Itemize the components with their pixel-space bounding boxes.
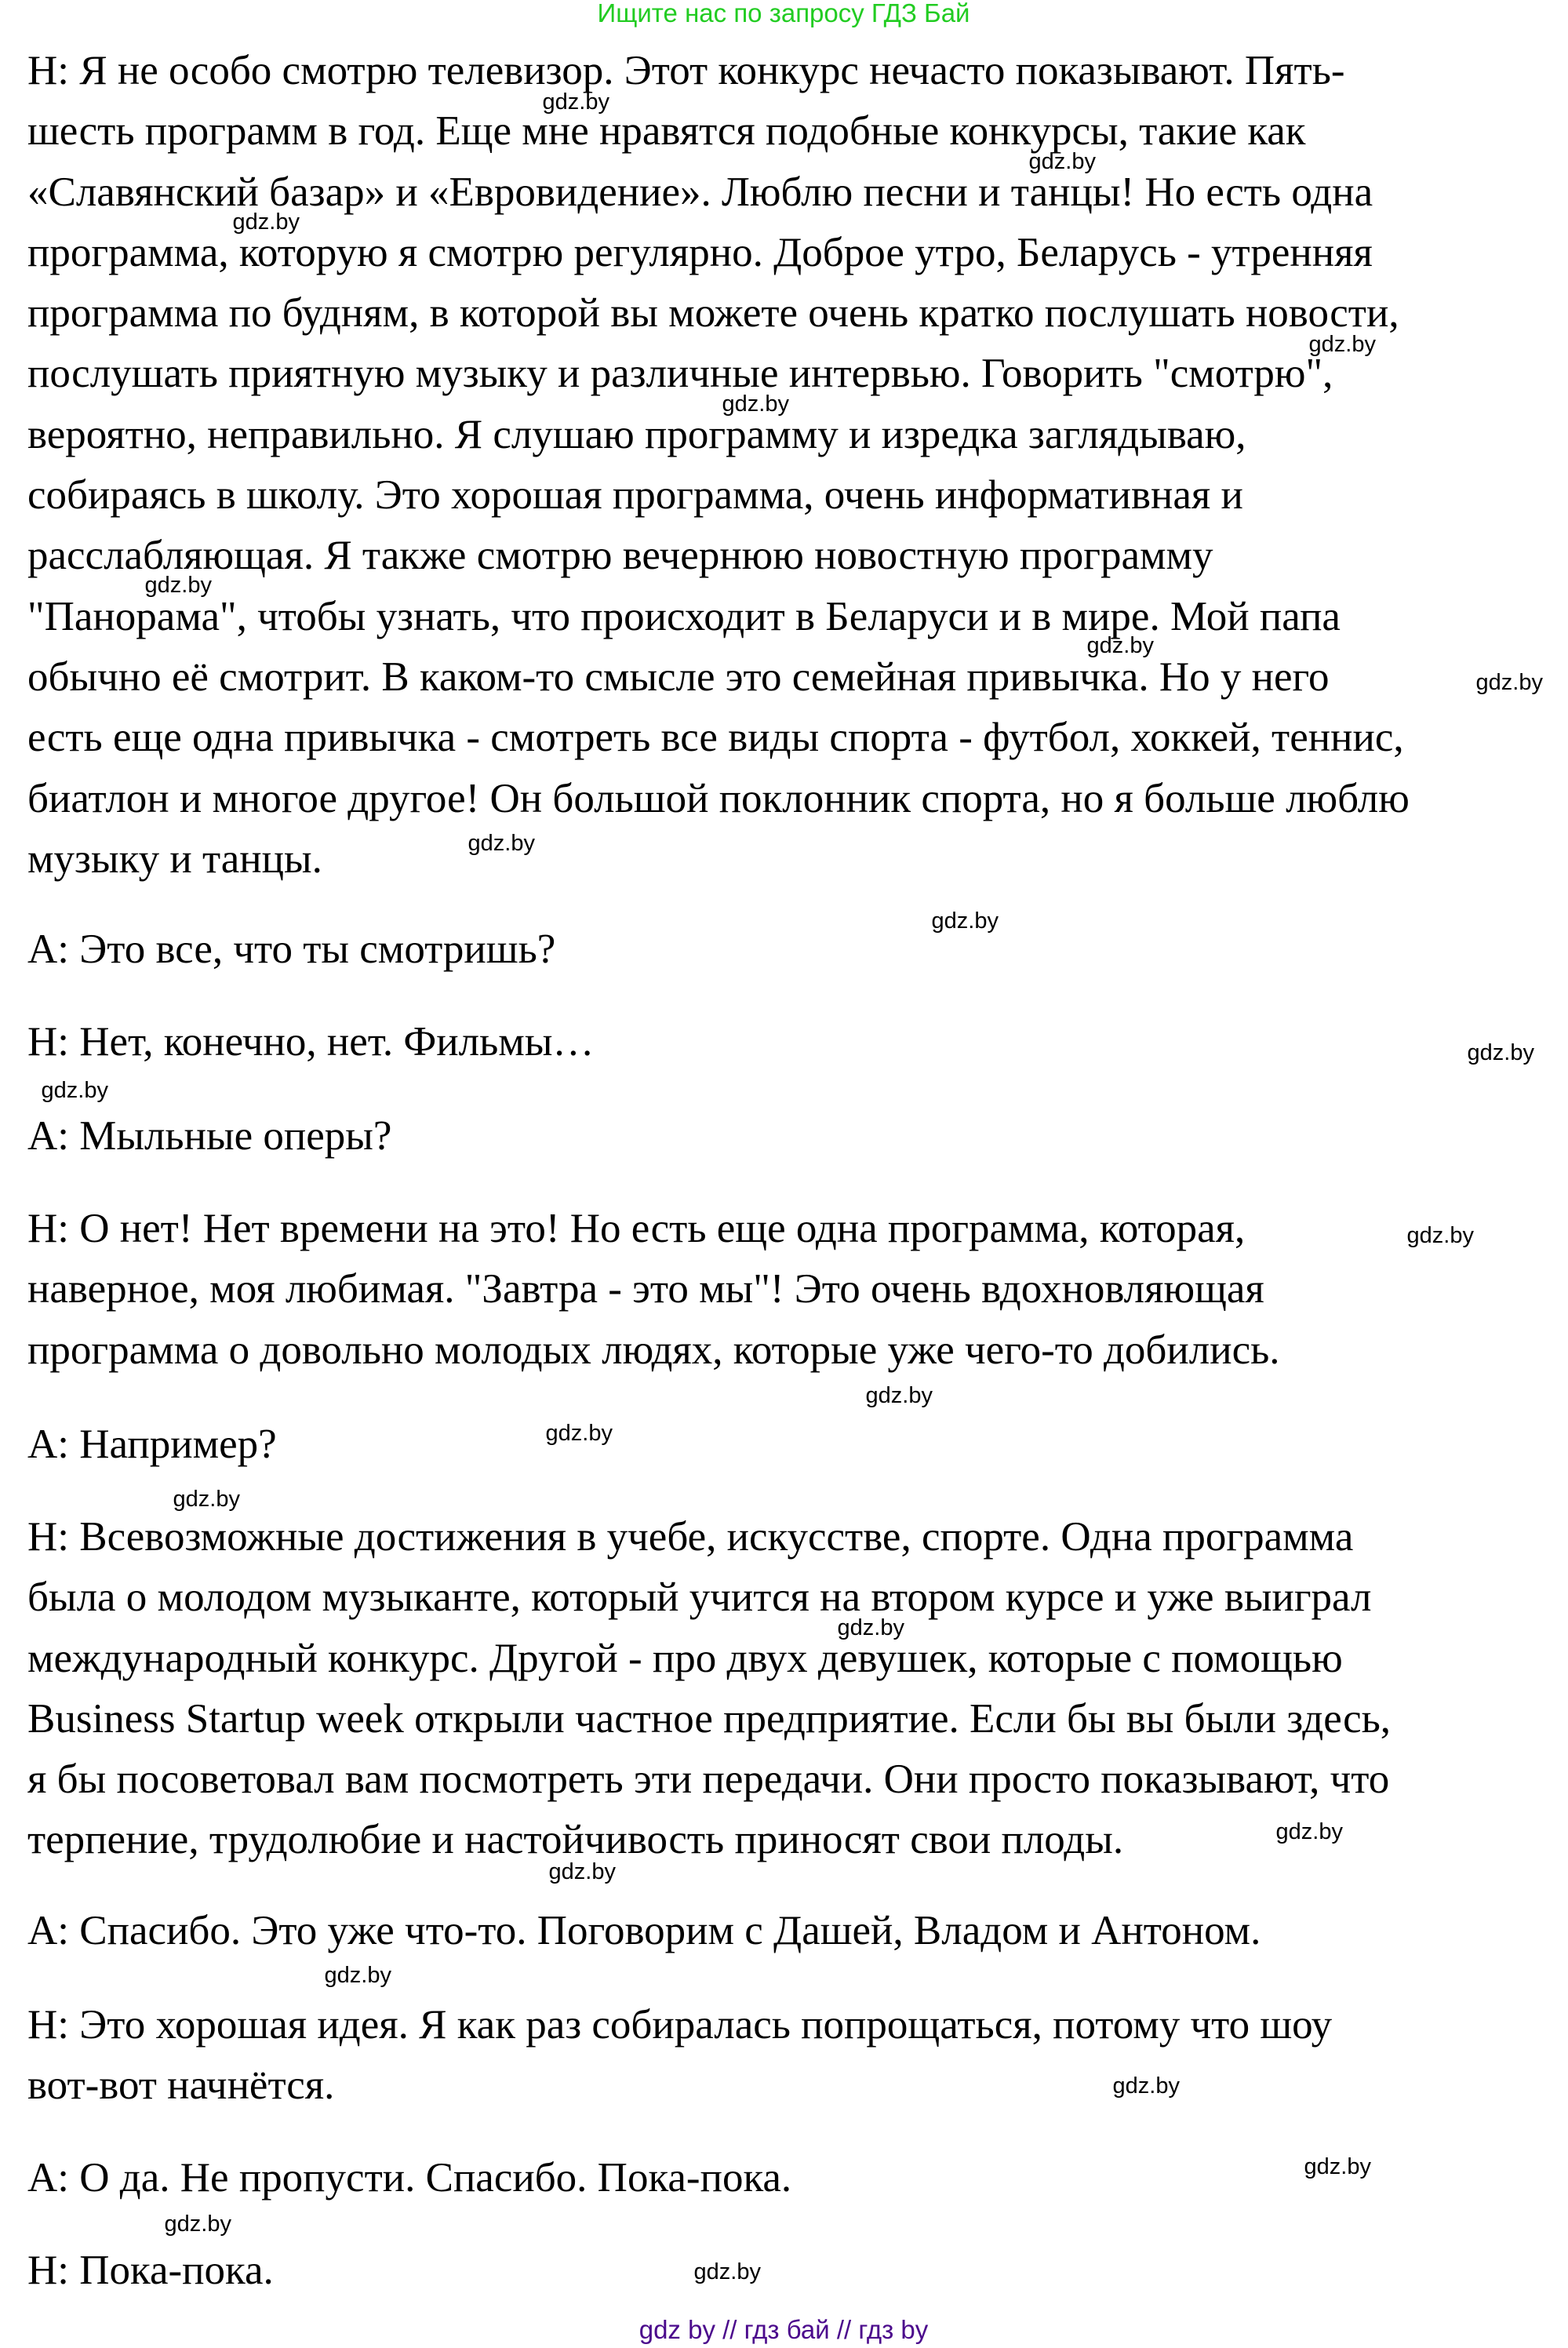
watermark-text: gdz.by	[1475, 670, 1543, 695]
dialogue-paragraph	[27, 1901, 1261, 1961]
text-line: послушать приятную музыку и различные интервью. Говорить "смотрю",	[27, 351, 1333, 397]
text-line: я бы посоветовал вам посмотреть эти передачи. Они просто показывают, что	[27, 1756, 1390, 1803]
watermark-text: gdz.by	[144, 573, 212, 598]
watermark-text: gdz.by	[1304, 2154, 1371, 2179]
dialogue-paragraph	[27, 1012, 594, 1072]
dialogue-paragraph	[27, 1414, 277, 1475]
text-line: "Панорама", чтобы узнать, что происходит в Беларуси и в мире. Мой папа	[27, 593, 1341, 639]
text-line: международный конкурс. Другой - про двух девушек, которые с помощью	[27, 1635, 1343, 1681]
watermark-text: gdz.by	[1406, 1223, 1474, 1248]
watermark-text: gdz.by	[837, 1615, 904, 1640]
text-line: обычно её смотрит. В каком-то смысле это семейная привычка. Но у него	[27, 653, 1330, 700]
watermark-text: gdz.by	[542, 89, 609, 115]
watermark-text: gdz.by	[865, 1383, 933, 1408]
watermark-text: gdz.by	[1467, 1040, 1534, 1065]
watermark-text: gdz.by	[41, 1078, 108, 1103]
text-line: собираясь в школу. Это хорошая программа, очень информативная и	[27, 472, 1243, 519]
text-line: программа, которую я смотрю регулярно. Доброе утро, Беларусь - утренняя	[27, 229, 1373, 275]
watermark-text: gdz.by	[548, 1859, 616, 1884]
dialogue-paragraph	[27, 1507, 1391, 1871]
search-hint-header: Ищите нас по запросу ГДЗ Бай	[597, 0, 970, 27]
text-line: Н: Это хорошая идея. Я как раз собиралась попрощаться, потому что шоу	[27, 2002, 1333, 2048]
text-line: вероятно, неправильно. Я слушаю программу и изредка заглядываю,	[27, 411, 1246, 457]
text-line: А: О да. Не пропусти. Спасибо. Пока-пока.	[27, 2155, 792, 2201]
text-line: наверное, моя любимая. "Завтра - это мы"! Это очень вдохновляющая	[27, 1266, 1264, 1312]
watermark-text: gdz.by	[1086, 633, 1154, 658]
dialogue-paragraph	[27, 919, 555, 980]
watermark-text: gdz.by	[173, 1487, 240, 1512]
watermark-text: gdz.by	[467, 831, 535, 856]
text-line: программа о довольно молодых людях, которые уже чего-то добились.	[27, 1327, 1280, 1373]
watermark-text: gdz.by	[545, 1421, 613, 1446]
dialogue-paragraph	[27, 2148, 791, 2208]
text-line: вот-вот начнётся.	[27, 2062, 335, 2109]
text-line: Business Startup week открыли частное предприятие. Если бы вы были здесь,	[27, 1695, 1392, 1742]
dialogue-paragraph	[27, 1199, 1280, 1381]
text-line: Н: Я не особо смотрю телевизор. Этот конкурс нечасто показывают. Пять-	[27, 48, 1345, 93]
text-line: А: Мыльные оперы?	[27, 1113, 392, 1159]
text-line: биатлон и многое другое! Он большой поклонник спорта, но я больше люблю	[27, 775, 1410, 821]
text-line: программа по будням, в которой вы можете очень кратко послушать новости,	[27, 290, 1399, 337]
text-line: «Славянский базар» и «Евровидение». Люблю песни и танцы! Но есть одна	[27, 169, 1373, 215]
watermark-text: gdz.by	[931, 908, 999, 934]
text-line: шесть программ в год. Еще мне нравятся подобные конкурсы, такие как	[27, 108, 1306, 155]
watermark-text: gdz.by	[324, 1963, 391, 1988]
text-line: А: Например?	[27, 1422, 277, 1467]
text-line: была о молодом музыканте, который учится на втором курсе и уже выиграл	[27, 1574, 1372, 1621]
dialogue-paragraph	[27, 41, 1410, 890]
text-line: Н: Нет, конечно, нет. Фильмы…	[27, 1019, 595, 1065]
text-line: А: Это все, что ты смотришь?	[27, 926, 556, 972]
watermark-text: gdz.by	[1028, 149, 1096, 174]
watermark-text: gdz.by	[693, 2259, 761, 2284]
text-line: Н: Всевозможные достижения в учебе, искусстве, спорте. Одна программа	[27, 1514, 1354, 1560]
text-line: музыку и танцы.	[27, 835, 322, 882]
footer-links[interactable]: gdz by // гдз бай // гдз by	[638, 2315, 929, 2344]
watermark-text: gdz.by	[1275, 1819, 1343, 1844]
text-line: расслабляющая. Я также смотрю вечернюю новостную программу	[27, 533, 1213, 579]
watermark-text: gdz.by	[1112, 2073, 1180, 2099]
watermark-text: gdz.by	[232, 209, 300, 235]
dialogue-paragraph	[27, 2241, 274, 2301]
text-line: Н: Пока-пока.	[27, 2248, 274, 2293]
watermark-text: gdz.by	[722, 391, 789, 417]
text-line: А: Спасибо. Это уже что-то. Поговорим с Дашей, Владом и Антоном.	[27, 1908, 1261, 1953]
dialogue-paragraph	[27, 1106, 391, 1167]
text-line: есть еще одна привычка - смотреть все виды спорта - футбол, хоккей, теннис,	[27, 715, 1404, 761]
text-line: терпение, трудолюбие и настойчивость приносят свои плоды.	[27, 1817, 1124, 1863]
watermark-text: gdz.by	[164, 2211, 231, 2237]
text-line: Н: О нет! Нет времени на это! Но есть еще одна программа, которая,	[27, 1206, 1246, 1251]
watermark-text: gdz.by	[1308, 332, 1376, 357]
